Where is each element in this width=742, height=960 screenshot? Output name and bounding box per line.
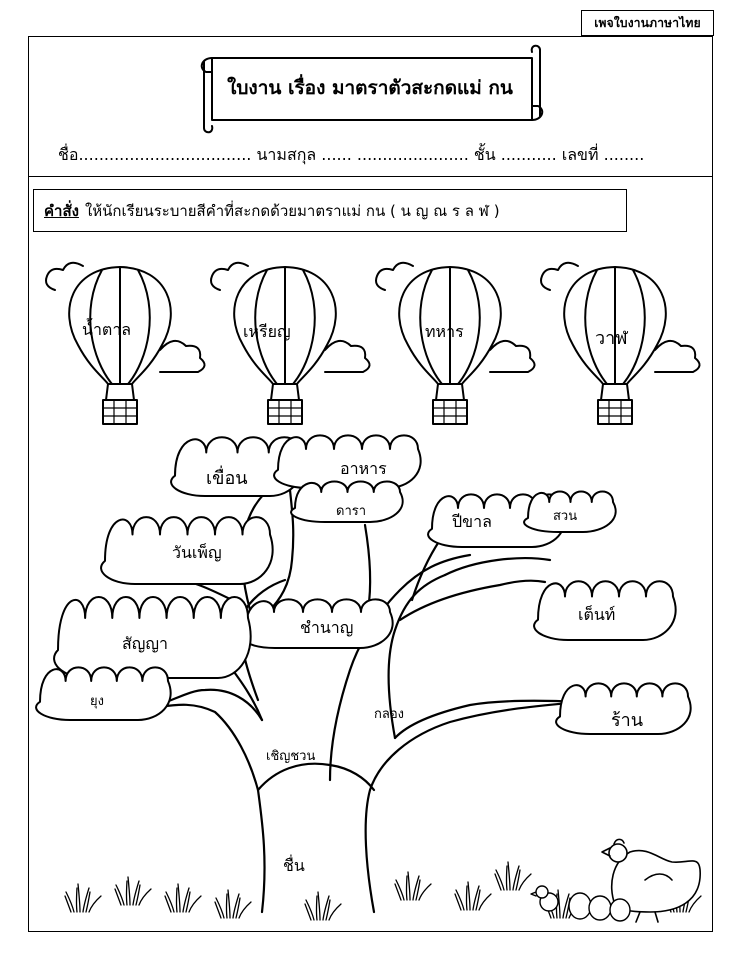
worksheet-title: ใบงาน เรื่อง มาตราตัวสะกดแม่ กน <box>227 77 513 99</box>
grass-tuft-1 <box>65 884 101 912</box>
grass-tuft-7 <box>455 882 491 910</box>
grass-tuft-3 <box>165 884 201 912</box>
grass-tuft-5 <box>305 892 341 920</box>
grass-tuft-6 <box>395 872 431 900</box>
tree-word-chuen[interactable]: ชื่น <box>283 856 305 875</box>
grass-tuft-2 <box>115 877 151 905</box>
tree-word-chamnan[interactable]: ชำนาญ <box>300 618 354 637</box>
balloon-word-2[interactable]: เหรียญ <box>243 322 291 341</box>
hot-air-balloon-1 <box>46 263 205 424</box>
chick-illustration <box>531 886 558 911</box>
tree-word-suan[interactable]: สวน <box>553 509 578 524</box>
tree-word-pikhan[interactable]: ปีขาล <box>452 512 492 531</box>
instruction-text: ให้นักเรียนระบายสีคำที่สะกดด้วยมาตราแม่ กน ( น ญ ณ ร ล ฬ ) <box>84 201 500 220</box>
tree-word-khuean[interactable]: เขื่อน <box>206 468 248 489</box>
tree-word-choenchuan[interactable]: เชิญชวน <box>266 749 316 764</box>
tree-word-yung[interactable]: ยุง <box>90 694 104 709</box>
grass-tuft-4 <box>215 890 251 918</box>
tree-word-ahan[interactable]: อาหาร <box>340 459 387 478</box>
page-tag: เพจใบงานภาษาไทย <box>581 10 714 36</box>
tree-word-dara[interactable]: ดารา <box>336 504 367 519</box>
tree-word-ran[interactable]: ร้าน <box>611 710 644 731</box>
instruction-box <box>33 189 627 232</box>
balloon-word-3[interactable]: ทหาร <box>425 322 464 341</box>
balloon-word-4[interactable]: วาฬ <box>595 328 628 349</box>
instruction-label: คำสั่ง <box>44 201 79 220</box>
tree-word-klong[interactable]: กลอง <box>374 707 404 722</box>
tree-word-tent[interactable]: เต็นท์ <box>578 605 616 624</box>
tree-word-wanphen[interactable]: วันเพ็ญ <box>172 543 222 562</box>
balloon-word-1[interactable]: น้ำตาล <box>82 320 132 339</box>
grass-tuft-8 <box>495 862 531 890</box>
tree-word-sanya[interactable]: สัญญา <box>122 634 169 653</box>
student-info-line: ชื่อ.................................. นามสกุล ...... ...................... ชั้น ........... เลขที่ ........ <box>58 145 645 164</box>
